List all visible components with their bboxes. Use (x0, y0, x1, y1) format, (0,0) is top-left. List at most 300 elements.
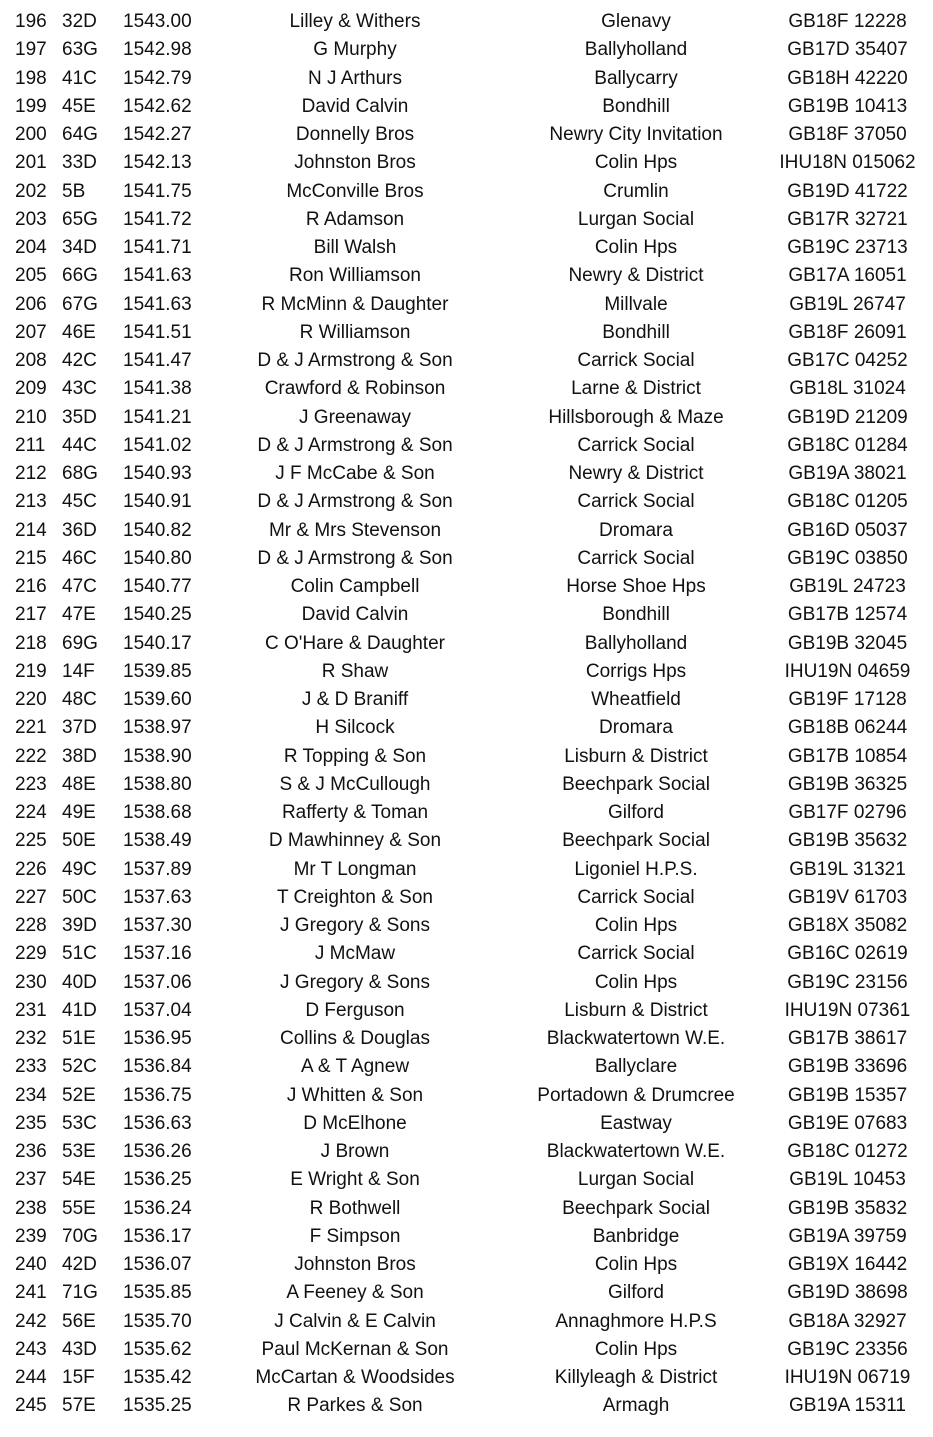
ring-number-cell: GB19C 23713 (787, 237, 908, 258)
pen-cell: 52C (62, 1056, 97, 1078)
position-cell: 244 (15, 1367, 47, 1388)
table-row (0, 1251, 933, 1279)
pen-cell: 50C (62, 886, 97, 908)
table-row (0, 827, 933, 855)
pen-cell: 54E (62, 1169, 96, 1191)
competitor-name-cell: McCartan & Woodsides (255, 1367, 455, 1388)
competitor-name-cell: C O'Hare & Daughter (265, 632, 445, 654)
velocity-cell: 1541.51 (123, 321, 192, 343)
velocity-cell: 1540.17 (123, 632, 192, 654)
pen-cell: 57E (62, 1395, 96, 1417)
pen-cell: 43C (62, 378, 97, 400)
velocity-cell: 1536.07 (123, 1254, 192, 1275)
velocity-cell: 1536.84 (123, 1056, 192, 1078)
competitor-name-cell: F Simpson (309, 1225, 401, 1247)
pen-cell: 49C (62, 858, 97, 880)
position-cell: 219 (15, 660, 47, 682)
competitor-name-cell: Johnston Bros (294, 152, 416, 174)
pen-cell: 50E (62, 830, 96, 852)
velocity-cell: 1537.04 (123, 999, 192, 1021)
position-cell: 199 (15, 95, 47, 117)
club-cell: Killyleagh & District (554, 1367, 718, 1388)
position-cell: 214 (15, 519, 47, 541)
results-table (0, 8, 933, 1421)
competitor-name-cell: D & J Armstrong & Son (257, 434, 453, 456)
position-cell: 215 (15, 547, 47, 569)
competitor-name-cell: J F McCabe & Son (275, 463, 435, 484)
competitor-name-cell: J Gregory & Sons (280, 915, 430, 936)
velocity-cell: 1537.63 (123, 886, 192, 908)
competitor-name-cell: R Williamson (299, 321, 411, 343)
position-cell: 218 (15, 632, 47, 654)
club-cell: Lisburn & District (564, 999, 708, 1021)
table-row (0, 262, 933, 290)
table-row (0, 1082, 933, 1110)
club-cell: Beechpark Social (562, 1197, 710, 1219)
pen-cell: 41C (62, 67, 97, 89)
pen-cell: 70G (62, 1225, 98, 1247)
ring-number-cell: GB19B 15357 (787, 1084, 908, 1106)
table-row (0, 206, 933, 234)
competitor-name-cell: J Gregory & Sons (280, 971, 430, 993)
table-row (0, 460, 933, 488)
club-cell: Ballyholland (584, 39, 688, 61)
table-row (0, 93, 933, 121)
pen-cell: 32D (62, 11, 97, 32)
velocity-cell: 1536.75 (123, 1084, 192, 1106)
table-row (0, 1364, 933, 1392)
pen-cell: 33D (62, 152, 97, 174)
velocity-cell: 1543.00 (123, 11, 192, 32)
club-cell: Lisburn & District (564, 745, 708, 767)
ring-number-cell: GB19A 15311 (789, 1395, 906, 1417)
velocity-cell: 1541.21 (123, 406, 192, 428)
position-cell: 208 (15, 350, 47, 371)
ring-number-cell: GB19C 23356 (787, 1338, 908, 1360)
position-cell: 222 (15, 745, 47, 767)
table-row (0, 1279, 933, 1307)
ring-number-cell: GB19B 33696 (787, 1056, 908, 1078)
table-row (0, 178, 933, 206)
table-row (0, 940, 933, 968)
position-cell: 223 (15, 773, 47, 795)
ring-number-cell: GB19A 39759 (788, 1225, 907, 1247)
ring-number-cell: GB19X 16442 (787, 1254, 908, 1275)
pen-cell: 47E (62, 604, 96, 626)
velocity-cell: 1535.62 (123, 1338, 192, 1360)
ring-number-cell: GB18C 01284 (787, 434, 908, 456)
club-cell: Colin Hps (594, 971, 678, 993)
position-cell: 237 (15, 1169, 47, 1191)
pen-cell: 43D (62, 1338, 97, 1360)
table-row (0, 291, 933, 319)
position-cell: 211 (15, 434, 46, 456)
table-row (0, 1053, 933, 1081)
pen-cell: 15F (62, 1367, 95, 1388)
table-row (0, 630, 933, 658)
pen-cell: 68G (62, 463, 98, 484)
position-cell: 207 (15, 321, 47, 343)
velocity-cell: 1536.17 (123, 1225, 192, 1247)
ring-number-cell: GB19F 17128 (788, 689, 907, 710)
competitor-name-cell: Mr & Mrs Stevenson (268, 519, 442, 541)
ring-number-cell: IHU19N 04659 (784, 660, 911, 682)
ring-number-cell: GB18F 12228 (788, 11, 907, 32)
position-cell: 203 (15, 208, 47, 230)
velocity-cell: 1536.26 (123, 1141, 192, 1162)
competitor-name-cell: McConville Bros (286, 180, 424, 202)
pen-cell: 48C (62, 689, 97, 710)
table-row (0, 1308, 933, 1336)
velocity-cell: 1535.70 (123, 1310, 192, 1332)
table-row (0, 743, 933, 771)
table-row (0, 517, 933, 545)
velocity-cell: 1538.90 (123, 745, 192, 767)
velocity-cell: 1537.89 (123, 858, 192, 880)
ring-number-cell: GB17B 38617 (787, 1028, 908, 1049)
club-cell: Corrigs Hps (585, 660, 687, 682)
club-cell: Newry & District (568, 463, 704, 484)
competitor-name-cell: A Feeney & Son (286, 1282, 424, 1304)
velocity-cell: 1538.68 (123, 802, 192, 823)
velocity-cell: 1541.63 (123, 265, 192, 287)
ring-number-cell: GB19B 36325 (787, 773, 908, 795)
velocity-cell: 1540.25 (123, 604, 192, 626)
ring-number-cell: IHU19N 06719 (784, 1367, 911, 1388)
pen-cell: 65G (62, 208, 98, 230)
table-row (0, 658, 933, 686)
club-cell: Glenavy (601, 11, 671, 32)
competitor-name-cell: D & J Armstrong & Son (257, 547, 453, 569)
velocity-cell: 1541.71 (123, 237, 192, 258)
club-cell: Banbridge (592, 1225, 680, 1247)
velocity-cell: 1540.80 (123, 547, 192, 569)
pen-cell: 49E (62, 802, 96, 823)
pen-cell: 42C (62, 350, 97, 371)
velocity-cell: 1541.72 (123, 208, 192, 230)
ring-number-cell: GB17B 12574 (787, 604, 908, 626)
competitor-name-cell: Paul McKernan & Son (261, 1338, 449, 1360)
position-cell: 241 (15, 1282, 47, 1304)
club-cell: Bondhill (602, 321, 670, 343)
ring-number-cell: GB19B 10413 (787, 95, 908, 117)
position-cell: 229 (15, 943, 47, 965)
pen-cell: 71G (62, 1282, 98, 1304)
velocity-cell: 1537.16 (123, 943, 192, 965)
velocity-cell: 1541.63 (123, 293, 192, 315)
table-row (0, 36, 933, 64)
competitor-name-cell: R Topping & Son (283, 745, 427, 767)
ring-number-cell: GB18C 01205 (787, 491, 908, 513)
competitor-name-cell: S & J McCullough (279, 773, 431, 795)
club-cell: Blackwatertown W.E. (546, 1141, 726, 1162)
position-cell: 204 (15, 237, 47, 258)
ring-number-cell: GB19C 03850 (787, 547, 908, 569)
velocity-cell: 1536.63 (123, 1112, 192, 1134)
competitor-name-cell: G Murphy (313, 39, 397, 61)
club-cell: Colin Hps (594, 1254, 678, 1275)
table-row (0, 884, 933, 912)
table-row (0, 912, 933, 940)
table-row (0, 771, 933, 799)
competitor-name-cell: J Brown (320, 1141, 390, 1162)
velocity-cell: 1539.60 (123, 689, 192, 710)
velocity-cell: 1538.80 (123, 773, 192, 795)
ring-number-cell: GB19A 38021 (788, 463, 907, 484)
table-row (0, 234, 933, 262)
table-row (0, 969, 933, 997)
competitor-name-cell: J Greenaway (299, 406, 411, 428)
competitor-name-cell: David Calvin (301, 604, 409, 626)
pen-cell: 63G (62, 39, 98, 61)
ring-number-cell: GB19V 61703 (787, 886, 908, 908)
pen-cell: 37D (62, 717, 97, 739)
pen-cell: 42D (62, 1254, 97, 1275)
pen-cell: 38D (62, 745, 97, 767)
table-row (0, 121, 933, 149)
table-row (0, 404, 933, 432)
ring-number-cell: GB19L 31321 (789, 858, 906, 880)
club-cell: Portadown & Drumcree (537, 1084, 735, 1106)
club-cell: Beechpark Social (562, 830, 710, 852)
position-cell: 202 (15, 180, 47, 202)
competitor-name-cell: Colin Campbell (290, 576, 420, 597)
club-cell: Ballyholland (584, 632, 688, 654)
table-row (0, 1110, 933, 1138)
velocity-cell: 1540.91 (123, 491, 192, 513)
club-cell: Crumlin (603, 180, 669, 202)
position-cell: 221 (15, 717, 47, 739)
club-cell: Lurgan Social (577, 1169, 695, 1191)
velocity-cell: 1540.82 (123, 519, 192, 541)
competitor-name-cell: R Shaw (321, 660, 389, 682)
ring-number-cell: GB18A 32927 (788, 1310, 907, 1332)
competitor-name-cell: D & J Armstrong & Son (257, 350, 453, 371)
club-cell: Dromara (599, 519, 673, 541)
table-row (0, 65, 933, 93)
club-cell: Carrick Social (577, 434, 695, 456)
club-cell: Eastway (600, 1112, 672, 1134)
position-cell: 231 (15, 999, 47, 1021)
table-row (0, 149, 933, 177)
pen-cell: 55E (62, 1197, 96, 1219)
pen-cell: 44C (62, 434, 97, 456)
competitor-name-cell: R Adamson (305, 208, 405, 230)
position-cell: 239 (15, 1225, 47, 1247)
ring-number-cell: GB19D 21209 (787, 406, 908, 428)
ring-number-cell: GB19E 07683 (787, 1112, 908, 1134)
position-cell: 200 (15, 124, 47, 145)
pen-cell: 53C (62, 1112, 97, 1134)
competitor-name-cell: Crawford & Robinson (264, 378, 446, 400)
club-cell: Bondhill (602, 604, 670, 626)
ring-number-cell: GB17A 16051 (788, 265, 907, 287)
position-cell: 225 (15, 830, 47, 852)
competitor-name-cell: J McMaw (314, 943, 396, 965)
velocity-cell: 1535.25 (123, 1395, 192, 1417)
position-cell: 238 (15, 1197, 47, 1219)
velocity-cell: 1542.79 (123, 67, 192, 89)
competitor-name-cell: D McElhone (303, 1112, 407, 1134)
club-cell: Larne & District (571, 378, 701, 400)
position-cell: 201 (15, 152, 47, 174)
ring-number-cell: IHU19N 07361 (784, 999, 911, 1021)
competitor-name-cell: D Ferguson (305, 999, 405, 1021)
pen-cell: 67G (62, 293, 98, 315)
competitor-name-cell: Collins & Douglas (280, 1028, 430, 1049)
pen-cell: 45E (62, 95, 96, 117)
velocity-cell: 1541.38 (123, 378, 192, 400)
ring-number-cell: GB19L 26747 (789, 293, 906, 315)
velocity-cell: 1536.25 (123, 1169, 192, 1191)
ring-number-cell: GB18B 06244 (787, 717, 908, 739)
table-row (0, 1025, 933, 1053)
position-cell: 245 (15, 1395, 47, 1417)
table-row (0, 488, 933, 516)
table-row (0, 856, 933, 884)
table-row (0, 347, 933, 375)
position-cell: 228 (15, 915, 47, 936)
club-cell: Gilford (608, 802, 664, 823)
ring-number-cell: GB19D 41722 (787, 180, 908, 202)
ring-number-cell: GB18C 01272 (787, 1141, 908, 1162)
velocity-cell: 1540.93 (123, 463, 192, 484)
table-row (0, 375, 933, 403)
position-cell: 233 (15, 1056, 47, 1078)
competitor-name-cell: David Calvin (301, 95, 409, 117)
pen-cell: 35D (62, 406, 97, 428)
competitor-name-cell: J & D Braniff (301, 689, 409, 710)
velocity-cell: 1540.77 (123, 576, 192, 597)
velocity-cell: 1542.27 (123, 124, 192, 145)
club-cell: Carrick Social (577, 350, 695, 371)
competitor-name-cell: D Mawhinney & Son (268, 830, 442, 852)
pen-cell: 47C (62, 576, 97, 597)
club-cell: Armagh (602, 1395, 670, 1417)
velocity-cell: 1542.98 (123, 39, 192, 61)
position-cell: 224 (15, 802, 47, 823)
club-cell: Annaghmore H.P.S (555, 1310, 717, 1332)
ring-number-cell: GB19C 23156 (787, 971, 908, 993)
ring-number-cell: GB19B 35832 (787, 1197, 908, 1219)
ring-number-cell: GB16C 02619 (787, 943, 908, 965)
ring-number-cell: GB18F 37050 (788, 124, 907, 145)
velocity-cell: 1535.85 (123, 1282, 192, 1304)
pen-cell: 51E (62, 1028, 96, 1049)
pen-cell: 39D (62, 915, 97, 936)
table-row (0, 799, 933, 827)
ring-number-cell: GB19D 38698 (787, 1282, 908, 1304)
position-cell: 220 (15, 689, 47, 710)
position-cell: 213 (15, 491, 47, 513)
ring-number-cell: GB17F 02796 (788, 802, 907, 823)
ring-number-cell: GB17C 04252 (787, 350, 908, 371)
position-cell: 205 (15, 265, 47, 287)
pen-cell: 52E (62, 1084, 96, 1106)
club-cell: Colin Hps (594, 152, 678, 174)
velocity-cell: 1541.02 (123, 434, 192, 456)
position-cell: 210 (15, 406, 47, 428)
pen-cell: 69G (62, 632, 98, 654)
position-cell: 242 (15, 1310, 47, 1332)
competitor-name-cell: A & T Agnew (300, 1056, 410, 1078)
table-row (0, 573, 933, 601)
position-cell: 234 (15, 1084, 47, 1106)
velocity-cell: 1539.85 (123, 660, 192, 682)
competitor-name-cell: Lilley & Withers (289, 11, 421, 32)
pen-cell: 45C (62, 491, 97, 513)
velocity-cell: 1538.49 (123, 830, 192, 852)
position-cell: 197 (15, 39, 47, 61)
velocity-cell: 1537.30 (123, 915, 192, 936)
table-row (0, 1223, 933, 1251)
pen-cell: 53E (62, 1141, 96, 1162)
ring-number-cell: GB17R 32721 (787, 208, 908, 230)
competitor-name-cell: T Creighton & Son (277, 886, 433, 908)
table-row (0, 714, 933, 742)
pen-cell: 34D (62, 237, 97, 258)
pen-cell: 46E (62, 321, 96, 343)
position-cell: 206 (15, 293, 47, 315)
position-cell: 212 (15, 463, 47, 484)
velocity-cell: 1537.06 (123, 971, 192, 993)
velocity-cell: 1536.95 (123, 1028, 192, 1049)
ring-number-cell: GB18F 26091 (788, 321, 907, 343)
ring-number-cell: IHU18N 015062 (779, 152, 916, 174)
pen-cell: 41D (62, 999, 97, 1021)
ring-number-cell: GB18X 35082 (787, 915, 908, 936)
competitor-name-cell: Rafferty & Toman (281, 802, 429, 823)
club-cell: Bondhill (602, 95, 670, 117)
club-cell: Gilford (608, 1282, 664, 1304)
table-row (0, 1138, 933, 1166)
competitor-name-cell: J Calvin & E Calvin (274, 1310, 436, 1332)
ring-number-cell: GB17D 35407 (787, 39, 908, 61)
club-cell: Hillsborough & Maze (548, 406, 724, 428)
ring-number-cell: GB18H 42220 (787, 67, 908, 89)
ring-number-cell: GB19B 32045 (787, 632, 908, 654)
club-cell: Colin Hps (594, 1338, 678, 1360)
competitor-name-cell: J Whitten & Son (286, 1084, 424, 1106)
club-cell: Lurgan Social (577, 208, 695, 230)
position-cell: 236 (15, 1141, 47, 1162)
pen-cell: 14F (62, 660, 95, 682)
club-cell: Carrick Social (577, 943, 695, 965)
pen-cell: 51C (62, 943, 97, 965)
table-row (0, 601, 933, 629)
table-row (0, 432, 933, 460)
position-cell: 217 (15, 604, 47, 626)
position-cell: 209 (15, 378, 47, 400)
ring-number-cell: GB17B 10854 (787, 745, 908, 767)
position-cell: 235 (15, 1112, 47, 1134)
table-row (0, 1166, 933, 1194)
pen-cell: 5B (62, 180, 86, 202)
velocity-cell: 1542.13 (123, 152, 192, 174)
position-cell: 226 (15, 858, 47, 880)
pen-cell: 48E (62, 773, 96, 795)
club-cell: Millvale (604, 293, 668, 315)
pen-cell: 40D (62, 971, 97, 993)
table-row (0, 1195, 933, 1223)
club-cell: Newry & District (568, 265, 704, 287)
position-cell: 232 (15, 1028, 47, 1049)
pen-cell: 64G (62, 124, 98, 145)
position-cell: 243 (15, 1338, 47, 1360)
club-cell: Carrick Social (577, 491, 695, 513)
competitor-name-cell: R Bothwell (309, 1197, 401, 1219)
position-cell: 230 (15, 971, 47, 993)
